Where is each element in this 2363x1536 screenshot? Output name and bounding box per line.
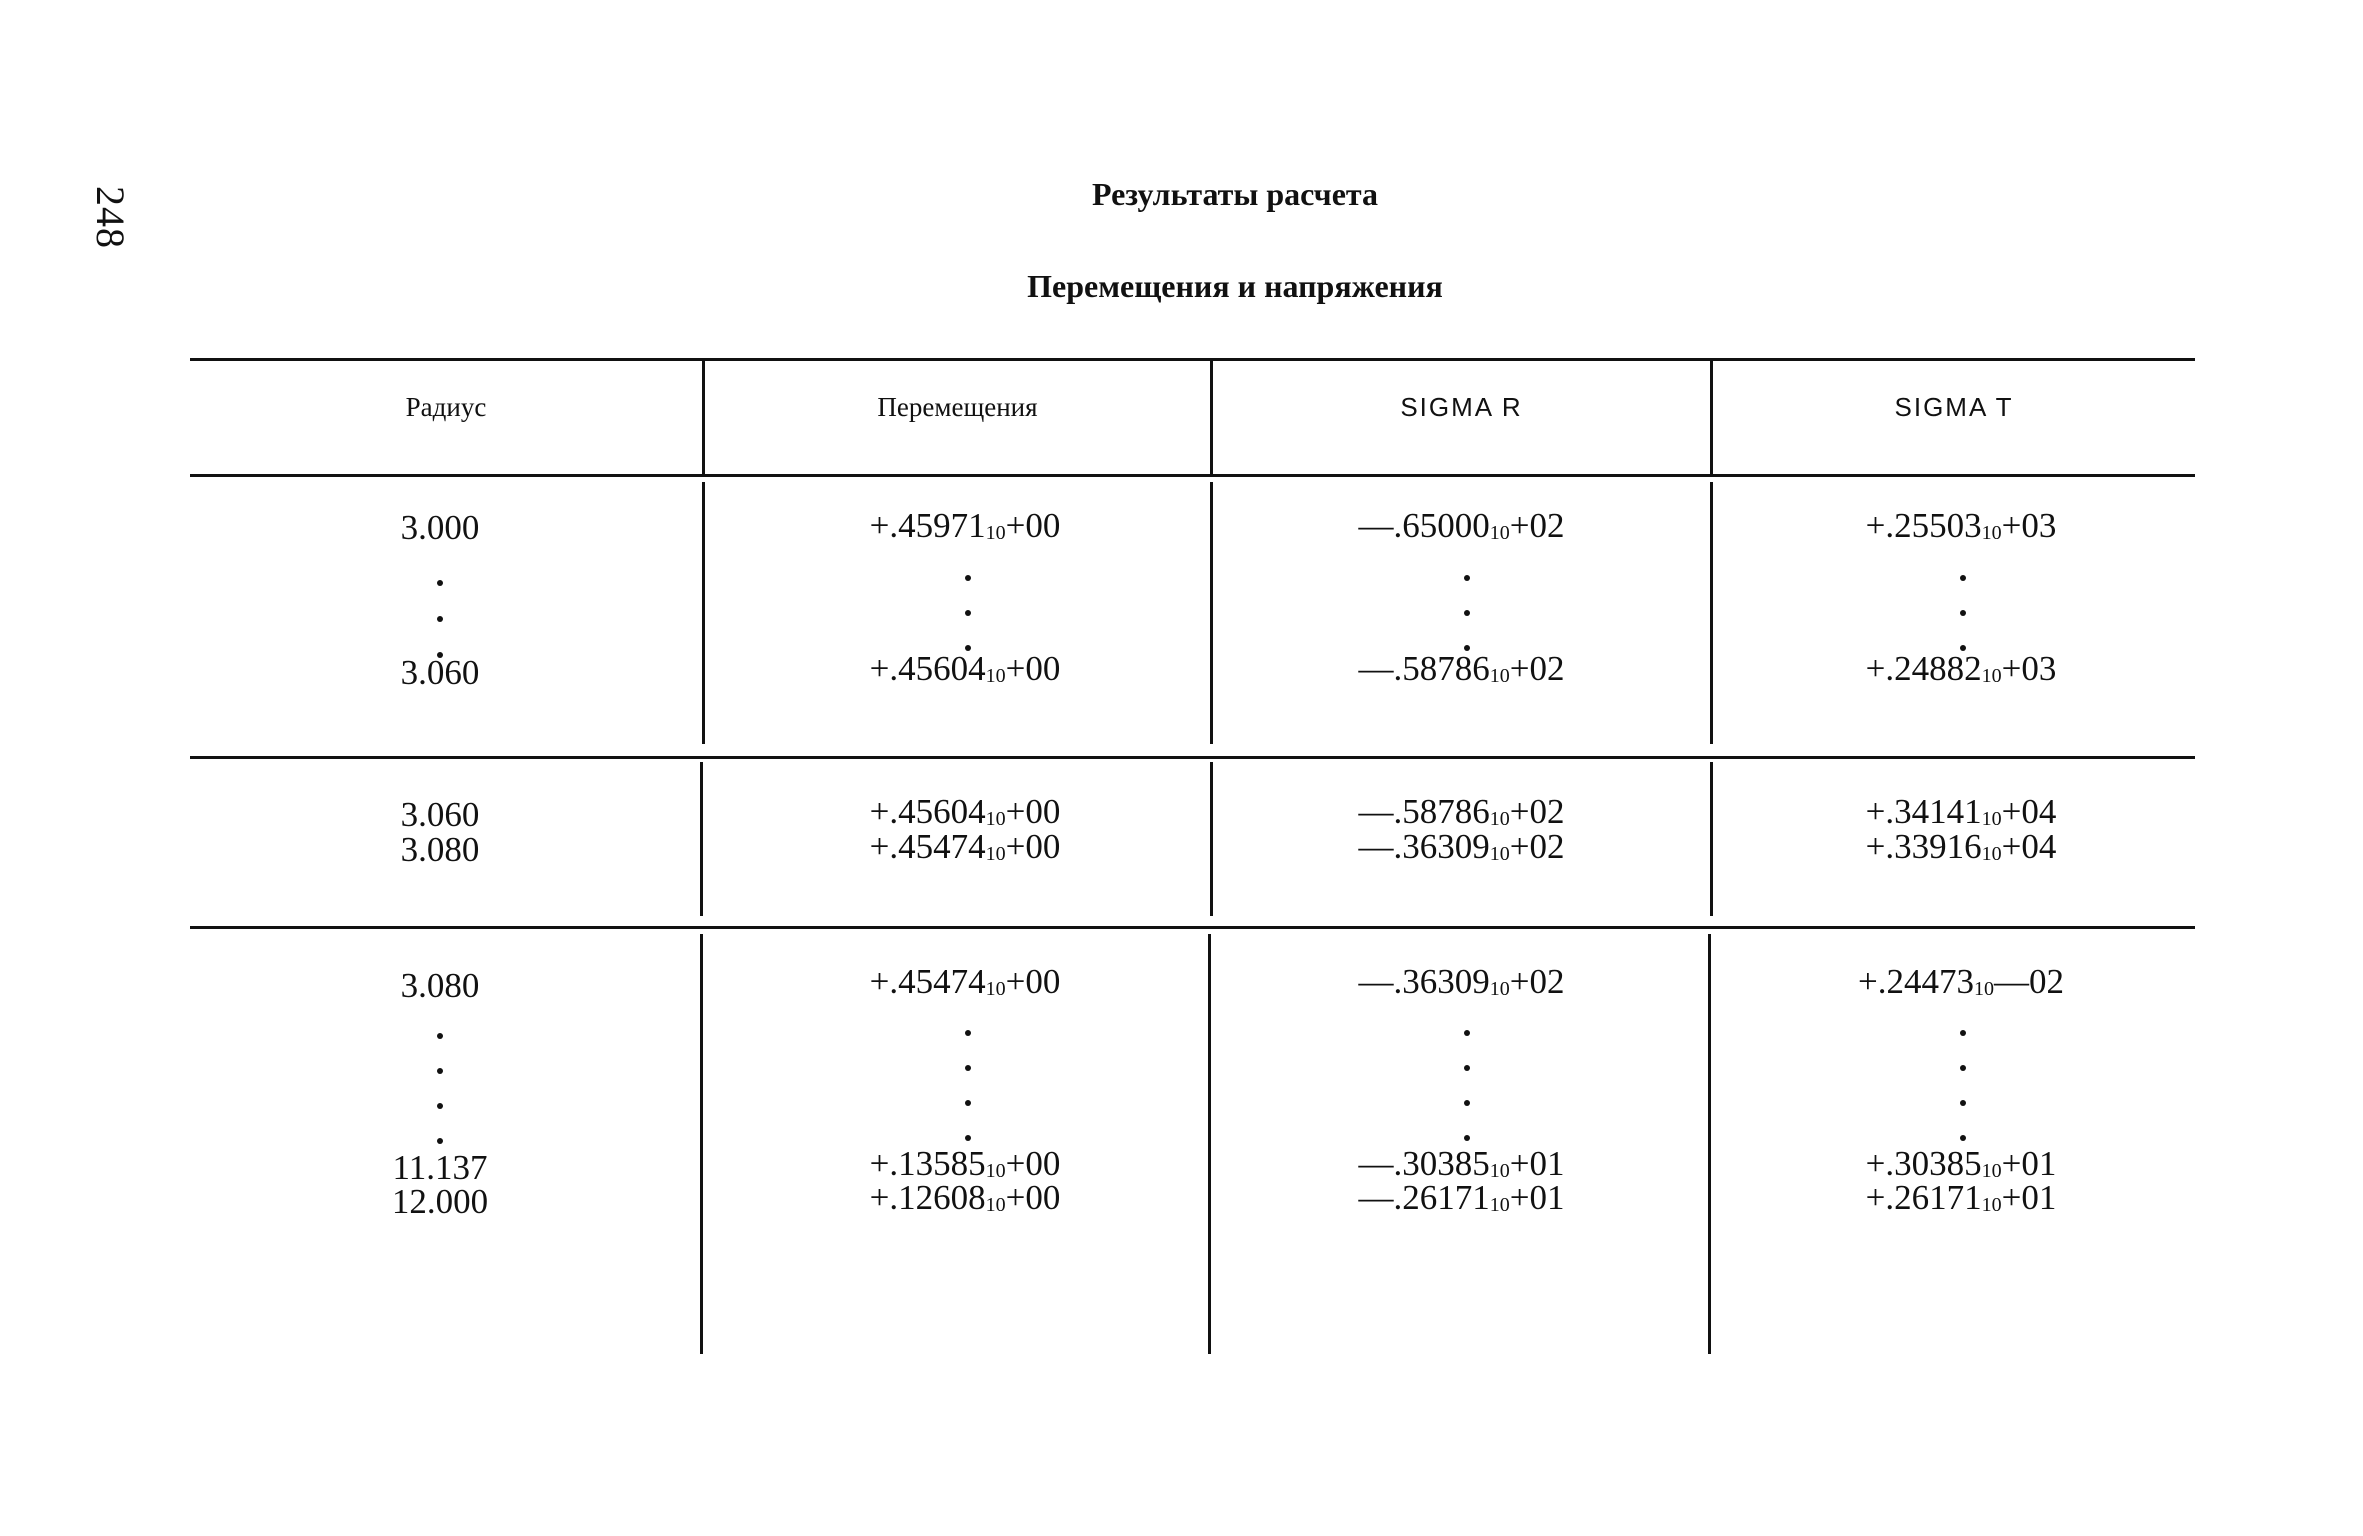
ellipsis-dot bbox=[1960, 610, 1966, 616]
cell-radius: 3.080 bbox=[400, 830, 480, 869]
page-number: 248 bbox=[88, 186, 133, 249]
block-1-bottom-rule bbox=[190, 756, 2195, 759]
cell-sigma-t: $+.25503_{10}+03$ bbox=[1865, 506, 2057, 545]
ellipsis-dot bbox=[1960, 1065, 1966, 1071]
cell-displacement: $+.45604_{10}+00$ bbox=[869, 649, 1061, 688]
ellipsis-dot bbox=[965, 1100, 971, 1106]
cell-sigma-r: $—.65000_{10}+02$ bbox=[1358, 506, 1565, 545]
ellipsis-dot bbox=[1464, 610, 1470, 616]
col-divider-1 bbox=[700, 762, 703, 916]
ellipsis-dot bbox=[1464, 1100, 1470, 1106]
header-sigma-r: SIGMA R bbox=[1400, 392, 1523, 422]
cell-sigma-r: $—.26171_{10}+01$ bbox=[1358, 1178, 1565, 1217]
ellipsis-dot bbox=[1960, 1100, 1966, 1106]
ellipsis-dot bbox=[965, 1135, 971, 1141]
ellipsis-dot bbox=[1464, 575, 1470, 581]
ellipsis-dot bbox=[1464, 1135, 1470, 1141]
cell-displacement: $+.45474_{10}+00$ bbox=[869, 962, 1061, 1001]
ellipsis-dot bbox=[965, 610, 971, 616]
cell-displacement: $+.45474_{10}+00$ bbox=[869, 827, 1061, 866]
cell-displacement: $+.12608_{10}+00$ bbox=[869, 1178, 1061, 1217]
ellipsis-dot bbox=[1464, 1065, 1470, 1071]
block-2-bottom-rule bbox=[190, 926, 2195, 929]
cell-sigma-r: $—.58786_{10}+02$ bbox=[1358, 792, 1565, 831]
cell-displacement: $+.45971_{10}+00$ bbox=[869, 506, 1061, 545]
cell-sigma-t: $+.24473_{10}—02$ bbox=[1858, 962, 2064, 1001]
cell-sigma-t: $+.33916_{10}+04$ bbox=[1865, 827, 2057, 866]
cell-sigma-t: $+.24882_{10}+03$ bbox=[1865, 649, 2057, 688]
ellipsis-dot bbox=[1960, 575, 1966, 581]
cell-radius: 11.137 bbox=[392, 1148, 488, 1187]
cell-sigma-r: $—.30385_{10}+01$ bbox=[1358, 1144, 1565, 1183]
cell-radius: 3.060 bbox=[400, 795, 480, 834]
table-caption: Перемещения и напряжения bbox=[1027, 268, 1443, 304]
cell-displacement: $+.45604_{10}+00$ bbox=[869, 792, 1061, 831]
cell-sigma-r: $—.36309_{10}+02$ bbox=[1358, 962, 1565, 1001]
cell-radius: 12.000 bbox=[391, 1182, 489, 1221]
cell-radius: 3.080 bbox=[400, 966, 480, 1005]
cell-sigma-r: $—.36309_{10}+02$ bbox=[1358, 827, 1565, 866]
header-bottom-rule bbox=[190, 474, 2195, 477]
cell-sigma-t: $+.30385_{10}+01$ bbox=[1865, 1144, 2057, 1183]
cell-displacement: $+.13585_{10}+00$ bbox=[869, 1144, 1061, 1183]
page-title: Результаты расчета bbox=[1091, 176, 1379, 212]
ellipsis-dot bbox=[437, 1033, 443, 1039]
cell-radius: 3.000 bbox=[400, 508, 480, 547]
header-sigma-t: SIGMA T bbox=[1894, 392, 2014, 422]
cell-radius: 3.060 bbox=[400, 653, 480, 692]
header-displacement: Перемещения bbox=[877, 392, 1038, 422]
col-divider-1 bbox=[700, 934, 703, 1354]
ellipsis-dot bbox=[965, 1030, 971, 1036]
ellipsis-dot bbox=[437, 580, 443, 586]
ellipsis-dot bbox=[965, 575, 971, 581]
ellipsis-dot bbox=[437, 616, 443, 622]
ellipsis-dot bbox=[1960, 1135, 1966, 1141]
header-radius: Радиус bbox=[405, 392, 487, 422]
table-top-rule bbox=[190, 358, 2195, 361]
ellipsis-dot bbox=[437, 1103, 443, 1109]
ellipsis-dot bbox=[437, 1068, 443, 1074]
cell-sigma-r: $—.58786_{10}+02$ bbox=[1358, 649, 1565, 688]
cell-sigma-t: $+.34141_{10}+04$ bbox=[1865, 792, 2057, 831]
ellipsis-dot bbox=[1960, 1030, 1966, 1036]
ellipsis-dot bbox=[1464, 1030, 1470, 1036]
cell-sigma-t: $+.26171_{10}+01$ bbox=[1865, 1178, 2057, 1217]
ellipsis-dot bbox=[965, 1065, 971, 1071]
ellipsis-dot bbox=[437, 1138, 443, 1144]
